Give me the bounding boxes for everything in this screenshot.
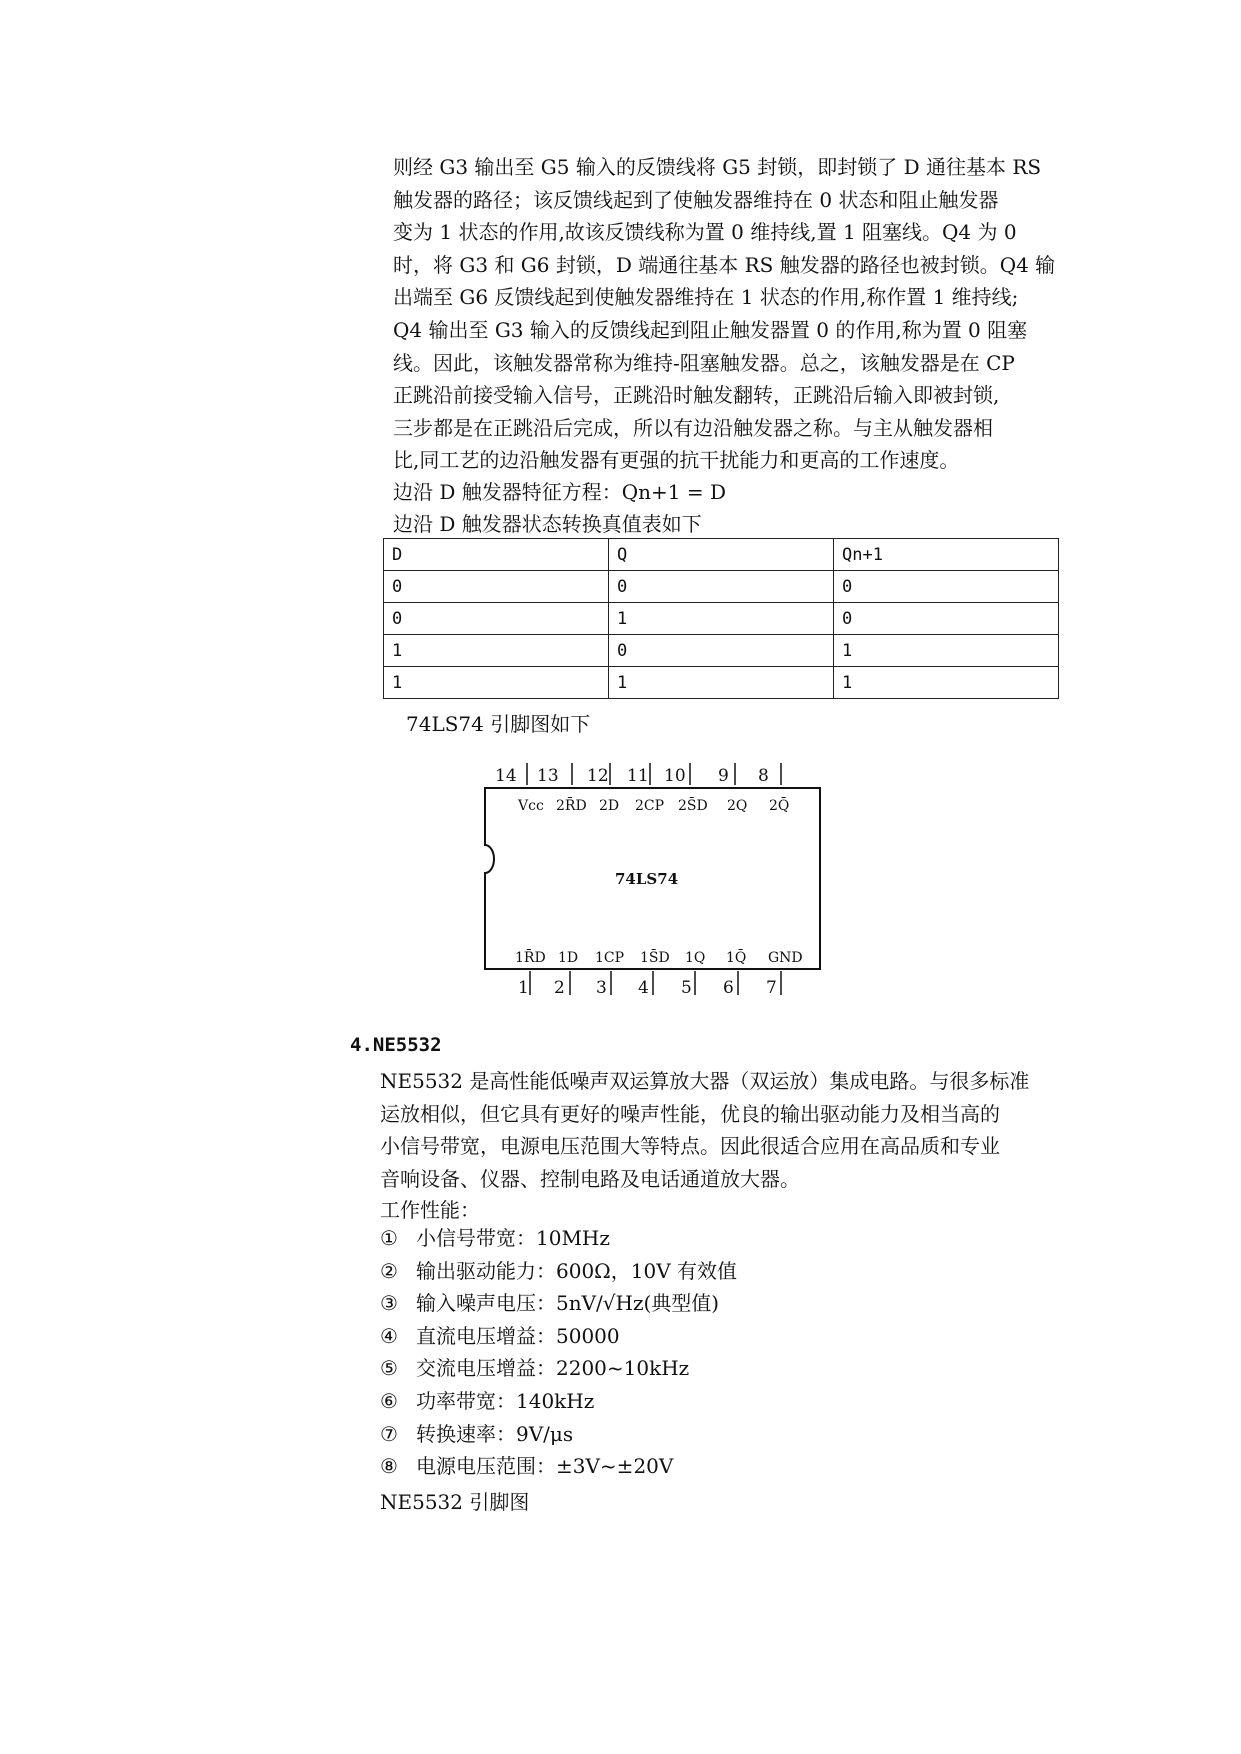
list-item (380, 1320, 737, 1353)
text-line: 时，将 G3 和 G6 封锁，D 端通往基本 RS 触发器的路径也被封锁。Q4 输 (393, 252, 1056, 277)
section-paragraph (380, 1065, 1029, 1195)
item-text: 转换速率：9V/μs (416, 1421, 574, 1446)
text-line: 比,同工艺的边沿触发器有更强的抗干扰能力和更高的工作速度。 (393, 448, 960, 473)
list-item (380, 1287, 737, 1320)
pin-number: 2 (554, 978, 565, 998)
section-heading: 4.NE5532 (350, 1034, 442, 1056)
pin-label: Vcc (518, 798, 544, 814)
table-row (384, 635, 1059, 667)
item-number: ⑧ (380, 1454, 398, 1479)
characteristic-equation: 边沿 D 触发器特征方程：Qn+1 = D (393, 480, 727, 504)
table-cell: 0 (384, 603, 609, 635)
pin-number: 3 (596, 978, 607, 998)
pin-number: 11 (627, 766, 649, 786)
intro-paragraph (393, 151, 1055, 477)
item-number: ④ (380, 1323, 398, 1348)
chip-name: 74LS74 (615, 870, 679, 888)
table-header-cell: Qn+1 (834, 539, 1059, 571)
pin-number: 1 (518, 978, 529, 998)
text-line: 变为 1 状态的作用,故该反馈线称为置 0 维持线,置 1 阻塞线。Q4 为 0 (393, 220, 1017, 245)
list-item (380, 1450, 737, 1483)
table-header-cell: D (384, 539, 609, 571)
text-line: 三步都是在正跳沿后完成，所以有边沿触发器之称。与主从触发器相 (393, 415, 993, 440)
text-line: 小信号带宽，电源电压范围大等特点。因此很适合应用在高品质和专业 (380, 1134, 1000, 1159)
pin-label: 1R̄D (515, 950, 546, 966)
pin-label: 2CP (635, 798, 665, 814)
text-line: NE5532 是高性能低噪声双运算放大器（双运放）集成电路。与很多标准 (380, 1069, 1030, 1093)
pin-number: 6 (723, 978, 734, 998)
pin-label: 1S̄D (640, 950, 670, 966)
item-number: ③ (380, 1291, 398, 1316)
pin-number: 9 (718, 766, 729, 786)
pin-label: GND (768, 950, 803, 966)
item-number: ② (380, 1258, 398, 1283)
chip-pinout-diagram (475, 763, 835, 1003)
table-cell: 1 (384, 635, 609, 667)
table-row (384, 667, 1059, 699)
table-header-row (384, 539, 1059, 571)
item-number: ⑤ (380, 1356, 398, 1381)
pin-number: 5 (681, 978, 692, 998)
pinout-caption: 74LS74 引脚图如下 (406, 712, 591, 736)
chip-top-pin-labels (517, 796, 789, 814)
pin-label: 2Q̄ (769, 798, 790, 814)
pin-label: 2Q (727, 798, 748, 814)
text-line: Q4 输出至 G3 输入的反馈线起到阻止触发器置 0 的作用,称为置 0 阻塞 (393, 317, 1028, 342)
list-item (380, 1222, 737, 1255)
pin-number: 4 (638, 978, 649, 998)
item-text: 输入噪声电压：5nV/√Hz(典型值) (416, 1291, 720, 1316)
table-header-cell: Q (609, 539, 834, 571)
text-line: 出端至 G6 反馈线起到使触发器维持在 1 状态的作用,称作置 1 维持线; (393, 285, 1019, 310)
text-line: 运放相似，但它具有更好的噪声性能，优良的输出驱动能力及相当高的 (380, 1101, 1000, 1126)
list-item (380, 1385, 737, 1418)
pin-label: 2R̄D (556, 798, 587, 814)
pin-label: 1D (558, 950, 579, 966)
list-item (380, 1418, 737, 1451)
performance-heading: 工作性能： (380, 1198, 480, 1222)
table-cell: 1 (834, 635, 1059, 667)
item-text: 小信号带宽：10MHz (416, 1226, 610, 1250)
table-cell: 1 (609, 667, 834, 699)
chip-bottom-pin-marks (530, 971, 781, 995)
pin-label: 1Q (685, 950, 706, 966)
table-cell: 1 (384, 667, 609, 699)
item-text: 功率带宽：140kHz (416, 1388, 595, 1413)
pin-label: 1Q̄ (726, 950, 747, 966)
pin-label: 2S̄D (678, 798, 708, 814)
table-row (384, 603, 1059, 635)
pin-number: 14 (495, 766, 517, 786)
chip-top-pin-numbers (495, 766, 769, 786)
item-number: ① (380, 1226, 398, 1250)
item-text: 输出驱动能力：600Ω，10V 有效值 (416, 1258, 738, 1283)
item-text: 直流电压增益：50000 (416, 1323, 620, 1348)
pin-number: 12 (587, 766, 609, 786)
list-item (380, 1352, 737, 1385)
item-number: ⑥ (380, 1388, 398, 1413)
text-line: 则经 G3 输出至 G5 输入的反馈线将 G5 封锁，即封锁了 D 通往基本 RS (393, 155, 1042, 179)
pin-number: 8 (758, 766, 769, 786)
table-cell: 1 (609, 603, 834, 635)
text-line: 音响设备、仪器、控制电路及电话通道放大器。 (380, 1166, 800, 1191)
item-number: ⑦ (380, 1421, 398, 1446)
truth-table (383, 538, 1059, 699)
chip-bottom-pin-labels (515, 948, 803, 966)
table-cell: 1 (834, 667, 1059, 699)
list-item (380, 1255, 737, 1288)
text-line: 正跳沿前接受输入信号，正跳沿时触发翻转，正跳沿后输入即被封锁, (393, 383, 1000, 408)
table-cell: 0 (834, 571, 1059, 603)
performance-list (380, 1222, 737, 1483)
pin-number: 10 (664, 766, 686, 786)
item-text: 交流电压增益：2200~10kHz (416, 1356, 690, 1381)
table-cell: 0 (834, 603, 1059, 635)
pin-label: 1CP (595, 950, 625, 966)
table-row (384, 571, 1059, 603)
pin-number: 13 (537, 766, 559, 786)
table-cell: 0 (609, 571, 834, 603)
table-cell: 0 (609, 635, 834, 667)
table-caption: 边沿 D 触发器状态转换真值表如下 (393, 512, 702, 536)
text-line: 线。因此，该触发器常称为维持-阻塞触发器。总之，该触发器是在 CP (393, 350, 1015, 375)
ne5532-pinout-caption: NE5532 引脚图 (380, 1490, 530, 1514)
pin-label: 2D (599, 798, 620, 814)
text-line: 触发器的路径；该反馈线起到了使触发器维持在 0 状态和阻止触发器 (393, 187, 999, 212)
chip-top-pin-marks (527, 763, 781, 785)
pin-number: 7 (766, 978, 777, 998)
item-text: 电源电压范围：±3V~±20V (416, 1454, 674, 1479)
table-cell: 0 (384, 571, 609, 603)
